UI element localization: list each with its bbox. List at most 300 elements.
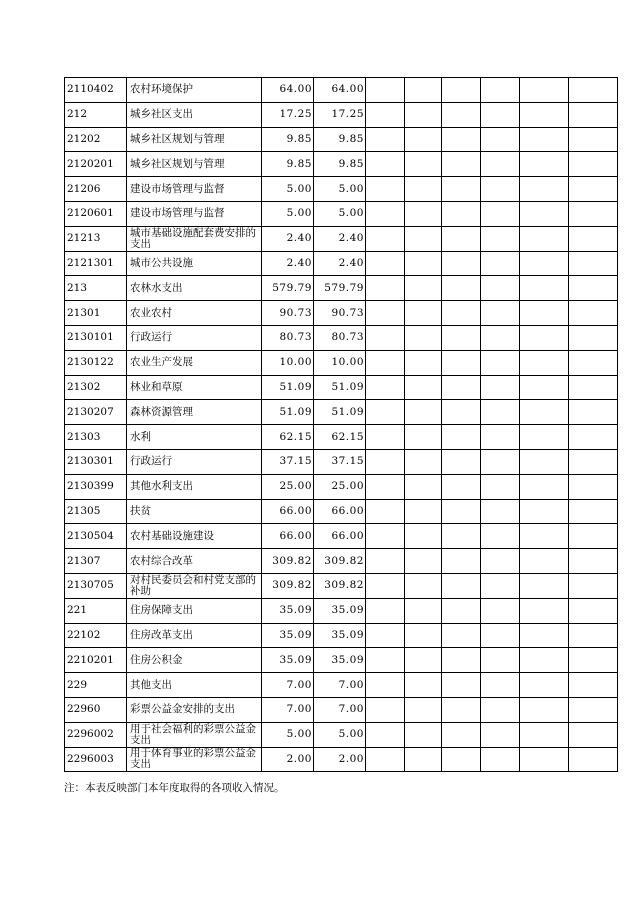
total-cell: 2.40 [262, 226, 314, 251]
table-body [65, 78, 618, 772]
empty-cell [405, 524, 442, 549]
empty-cell [569, 325, 618, 350]
subject-code-cell: 2121301 [65, 251, 127, 276]
subject-name-cell: 农村环境保护 [127, 78, 262, 103]
total-cell: 62.15 [262, 425, 314, 450]
amount-cell: 17.25 [314, 102, 366, 127]
empty-cell [366, 152, 405, 177]
empty-cell [481, 673, 520, 698]
empty-cell [520, 350, 569, 375]
empty-cell [405, 226, 442, 251]
empty-cell [366, 78, 405, 103]
empty-cell [442, 598, 481, 623]
empty-cell [569, 722, 618, 747]
total-cell: 80.73 [262, 325, 314, 350]
empty-cell [520, 301, 569, 326]
subject-code-cell: 2120201 [65, 152, 127, 177]
empty-cell [569, 474, 618, 499]
empty-cell [569, 152, 618, 177]
total-cell: 66.00 [262, 524, 314, 549]
subject-code-cell: 2130207 [65, 400, 127, 425]
subject-code-cell: 2130399 [65, 474, 127, 499]
amount-cell: 2.00 [314, 747, 366, 772]
total-cell: 309.82 [262, 573, 314, 598]
empty-cell [442, 673, 481, 698]
subject-code-cell: 21307 [65, 549, 127, 574]
empty-cell [442, 474, 481, 499]
subject-name-cell: 农业农村 [127, 301, 262, 326]
empty-cell [569, 697, 618, 722]
empty-cell [405, 251, 442, 276]
total-cell: 5.00 [262, 722, 314, 747]
empty-cell [405, 201, 442, 226]
empty-cell [520, 623, 569, 648]
income-table [64, 77, 618, 772]
empty-cell [481, 648, 520, 673]
amount-cell: 62.15 [314, 425, 366, 450]
total-cell: 579.79 [262, 276, 314, 301]
empty-cell [569, 301, 618, 326]
empty-cell [520, 400, 569, 425]
subject-code-cell: 2296003 [65, 747, 127, 772]
empty-cell [442, 499, 481, 524]
subject-name-cell: 农村基础设施建设 [127, 524, 262, 549]
empty-cell [405, 648, 442, 673]
empty-cell [520, 524, 569, 549]
table-row [65, 722, 618, 747]
empty-cell [481, 102, 520, 127]
empty-cell [366, 226, 405, 251]
empty-cell [442, 747, 481, 772]
subject-name-cell: 行政运行 [127, 449, 262, 474]
total-cell: 35.09 [262, 648, 314, 673]
subject-name-cell: 农业生产发展 [127, 350, 262, 375]
subject-name-cell: 彩票公益金安排的支出 [127, 697, 262, 722]
table-row [65, 301, 618, 326]
empty-cell [520, 474, 569, 499]
subject-code-cell: 22960 [65, 697, 127, 722]
empty-cell [405, 325, 442, 350]
subject-name-cell: 建设市场管理与监督 [127, 201, 262, 226]
subject-name-cell: 城乡社区规划与管理 [127, 127, 262, 152]
empty-cell [481, 549, 520, 574]
empty-cell [442, 350, 481, 375]
amount-cell: 35.09 [314, 623, 366, 648]
empty-cell [569, 623, 618, 648]
table-row [65, 697, 618, 722]
empty-cell [366, 747, 405, 772]
empty-cell [366, 573, 405, 598]
empty-cell [405, 499, 442, 524]
table-row [65, 499, 618, 524]
subject-code-cell: 21302 [65, 375, 127, 400]
subject-code-cell: 21213 [65, 226, 127, 251]
empty-cell [405, 301, 442, 326]
empty-cell [481, 623, 520, 648]
subject-name-cell: 其他支出 [127, 673, 262, 698]
subject-name-cell: 城市公共设施 [127, 251, 262, 276]
amount-cell: 66.00 [314, 524, 366, 549]
subject-name-cell: 水利 [127, 425, 262, 450]
total-cell: 7.00 [262, 673, 314, 698]
subject-name-cell: 城市基础设施配套费安排的支出 [127, 226, 262, 251]
empty-cell [520, 697, 569, 722]
total-cell: 9.85 [262, 127, 314, 152]
empty-cell [405, 598, 442, 623]
empty-cell [520, 499, 569, 524]
empty-cell [481, 177, 520, 202]
empty-cell [520, 648, 569, 673]
empty-cell [520, 425, 569, 450]
empty-cell [405, 747, 442, 772]
empty-cell [366, 598, 405, 623]
amount-cell: 309.82 [314, 549, 366, 574]
amount-cell: 10.00 [314, 350, 366, 375]
empty-cell [520, 201, 569, 226]
empty-cell [442, 78, 481, 103]
subject-name-cell: 建设市场管理与监督 [127, 177, 262, 202]
subject-name-cell: 城乡社区支出 [127, 102, 262, 127]
total-cell: 35.09 [262, 623, 314, 648]
amount-cell: 9.85 [314, 152, 366, 177]
empty-cell [366, 301, 405, 326]
empty-cell [442, 697, 481, 722]
empty-cell [520, 449, 569, 474]
empty-cell [405, 177, 442, 202]
empty-cell [481, 524, 520, 549]
empty-cell [366, 400, 405, 425]
empty-cell [569, 251, 618, 276]
empty-cell [569, 276, 618, 301]
empty-cell [569, 127, 618, 152]
empty-cell [366, 102, 405, 127]
subject-code-cell: 212 [65, 102, 127, 127]
total-cell: 9.85 [262, 152, 314, 177]
empty-cell [481, 747, 520, 772]
total-cell: 2.00 [262, 747, 314, 772]
table-row [65, 400, 618, 425]
empty-cell [442, 276, 481, 301]
empty-cell [442, 648, 481, 673]
empty-cell [520, 573, 569, 598]
subject-code-cell: 2130101 [65, 325, 127, 350]
empty-cell [366, 474, 405, 499]
empty-cell [481, 697, 520, 722]
empty-cell [481, 201, 520, 226]
subject-code-cell: 221 [65, 598, 127, 623]
subject-name-cell: 林业和草原 [127, 375, 262, 400]
empty-cell [442, 152, 481, 177]
table-row [65, 474, 618, 499]
empty-cell [569, 499, 618, 524]
table-row [65, 127, 618, 152]
empty-cell [481, 722, 520, 747]
table-row [65, 78, 618, 103]
subject-code-cell: 2130122 [65, 350, 127, 375]
subject-code-cell: 21206 [65, 177, 127, 202]
amount-cell: 5.00 [314, 722, 366, 747]
total-cell: 2.40 [262, 251, 314, 276]
empty-cell [366, 697, 405, 722]
empty-cell [442, 623, 481, 648]
subject-name-cell: 其他水利支出 [127, 474, 262, 499]
empty-cell [520, 673, 569, 698]
empty-cell [569, 673, 618, 698]
empty-cell [481, 449, 520, 474]
empty-cell [366, 722, 405, 747]
empty-cell [520, 251, 569, 276]
empty-cell [481, 301, 520, 326]
empty-cell [442, 226, 481, 251]
empty-cell [366, 623, 405, 648]
amount-cell: 5.00 [314, 201, 366, 226]
subject-name-cell: 用于社会福利的彩票公益金支出 [127, 722, 262, 747]
empty-cell [366, 648, 405, 673]
subject-name-cell: 行政运行 [127, 325, 262, 350]
table-row [65, 201, 618, 226]
empty-cell [366, 325, 405, 350]
empty-cell [481, 226, 520, 251]
amount-cell: 7.00 [314, 697, 366, 722]
subject-name-cell: 对村民委员会和村党支部的补助 [127, 573, 262, 598]
table-row [65, 375, 618, 400]
empty-cell [520, 276, 569, 301]
empty-cell [366, 251, 405, 276]
amount-cell: 2.40 [314, 226, 366, 251]
empty-cell [520, 549, 569, 574]
table-row [65, 325, 618, 350]
empty-cell [442, 127, 481, 152]
amount-cell: 35.09 [314, 648, 366, 673]
subject-code-cell: 213 [65, 276, 127, 301]
empty-cell [366, 499, 405, 524]
total-cell: 37.15 [262, 449, 314, 474]
amount-cell: 90.73 [314, 301, 366, 326]
empty-cell [520, 747, 569, 772]
empty-cell [481, 350, 520, 375]
empty-cell [442, 251, 481, 276]
total-cell: 35.09 [262, 598, 314, 623]
subject-name-cell: 农林水支出 [127, 276, 262, 301]
empty-cell [442, 102, 481, 127]
empty-cell [569, 375, 618, 400]
empty-cell [442, 325, 481, 350]
amount-cell: 579.79 [314, 276, 366, 301]
total-cell: 66.00 [262, 499, 314, 524]
total-cell: 25.00 [262, 474, 314, 499]
empty-cell [481, 152, 520, 177]
empty-cell [366, 549, 405, 574]
empty-cell [569, 648, 618, 673]
empty-cell [366, 673, 405, 698]
income-table-sheet [64, 77, 618, 772]
total-cell: 7.00 [262, 697, 314, 722]
empty-cell [442, 301, 481, 326]
subject-code-cell: 21305 [65, 499, 127, 524]
empty-cell [405, 549, 442, 574]
empty-cell [481, 251, 520, 276]
empty-cell [481, 573, 520, 598]
table-footnote: 注：本表反映部门本年度取得的各项收入情况。 [64, 782, 285, 794]
empty-cell [569, 78, 618, 103]
empty-cell [481, 276, 520, 301]
table-row [65, 226, 618, 251]
subject-name-cell: 扶贫 [127, 499, 262, 524]
empty-cell [520, 226, 569, 251]
empty-cell [569, 549, 618, 574]
empty-cell [481, 425, 520, 450]
total-cell: 64.00 [262, 78, 314, 103]
empty-cell [481, 474, 520, 499]
empty-cell [520, 598, 569, 623]
empty-cell [569, 449, 618, 474]
subject-code-cell: 2296002 [65, 722, 127, 747]
empty-cell [569, 350, 618, 375]
subject-code-cell: 2120601 [65, 201, 127, 226]
subject-name-cell: 住房公积金 [127, 648, 262, 673]
empty-cell [366, 425, 405, 450]
empty-cell [569, 177, 618, 202]
total-cell: 51.09 [262, 375, 314, 400]
empty-cell [569, 524, 618, 549]
total-cell: 17.25 [262, 102, 314, 127]
amount-cell: 80.73 [314, 325, 366, 350]
empty-cell [405, 350, 442, 375]
table-row [65, 623, 618, 648]
table-row [65, 573, 618, 598]
empty-cell [442, 400, 481, 425]
total-cell: 5.00 [262, 201, 314, 226]
subject-code-cell: 2130705 [65, 573, 127, 598]
empty-cell [569, 598, 618, 623]
empty-cell [366, 201, 405, 226]
empty-cell [405, 425, 442, 450]
total-cell: 309.82 [262, 549, 314, 574]
empty-cell [569, 573, 618, 598]
amount-cell: 7.00 [314, 673, 366, 698]
amount-cell: 64.00 [314, 78, 366, 103]
subject-code-cell: 22102 [65, 623, 127, 648]
empty-cell [442, 375, 481, 400]
empty-cell [520, 177, 569, 202]
amount-cell: 37.15 [314, 449, 366, 474]
empty-cell [366, 375, 405, 400]
total-cell: 90.73 [262, 301, 314, 326]
subject-code-cell: 2130504 [65, 524, 127, 549]
empty-cell [442, 425, 481, 450]
empty-cell [481, 375, 520, 400]
empty-cell [405, 722, 442, 747]
table-row [65, 449, 618, 474]
table-row [65, 598, 618, 623]
subject-code-cell: 229 [65, 673, 127, 698]
amount-cell: 9.85 [314, 127, 366, 152]
empty-cell [366, 127, 405, 152]
empty-cell [366, 449, 405, 474]
empty-cell [405, 152, 442, 177]
total-cell: 10.00 [262, 350, 314, 375]
empty-cell [520, 102, 569, 127]
empty-cell [366, 177, 405, 202]
empty-cell [405, 276, 442, 301]
empty-cell [569, 226, 618, 251]
empty-cell [366, 350, 405, 375]
empty-cell [520, 325, 569, 350]
amount-cell: 309.82 [314, 573, 366, 598]
empty-cell [442, 177, 481, 202]
empty-cell [405, 573, 442, 598]
empty-cell [520, 127, 569, 152]
subject-name-cell: 住房保障支出 [127, 598, 262, 623]
empty-cell [442, 573, 481, 598]
empty-cell [405, 375, 442, 400]
empty-cell [481, 127, 520, 152]
subject-code-cell: 21301 [65, 301, 127, 326]
empty-cell [520, 152, 569, 177]
empty-cell [366, 276, 405, 301]
empty-cell [405, 697, 442, 722]
subject-name-cell: 住房改革支出 [127, 623, 262, 648]
empty-cell [442, 201, 481, 226]
empty-cell [405, 673, 442, 698]
table-row [65, 673, 618, 698]
table-row [65, 177, 618, 202]
subject-code-cell: 2130301 [65, 449, 127, 474]
empty-cell [569, 747, 618, 772]
table-row [65, 251, 618, 276]
empty-cell [366, 524, 405, 549]
empty-cell [569, 201, 618, 226]
empty-cell [405, 78, 442, 103]
empty-cell [405, 474, 442, 499]
empty-cell [481, 78, 520, 103]
amount-cell: 35.09 [314, 598, 366, 623]
subject-code-cell: 2210201 [65, 648, 127, 673]
empty-cell [569, 400, 618, 425]
amount-cell: 25.00 [314, 474, 366, 499]
subject-code-cell: 21202 [65, 127, 127, 152]
empty-cell [405, 127, 442, 152]
empty-cell [520, 78, 569, 103]
table-row [65, 549, 618, 574]
empty-cell [405, 449, 442, 474]
empty-cell [481, 325, 520, 350]
empty-cell [442, 549, 481, 574]
amount-cell: 51.09 [314, 375, 366, 400]
subject-code-cell: 21303 [65, 425, 127, 450]
subject-name-cell: 森林资源管理 [127, 400, 262, 425]
empty-cell [405, 102, 442, 127]
empty-cell [569, 102, 618, 127]
total-cell: 5.00 [262, 177, 314, 202]
amount-cell: 66.00 [314, 499, 366, 524]
table-row [65, 350, 618, 375]
table-row [65, 425, 618, 450]
empty-cell [520, 722, 569, 747]
empty-cell [405, 623, 442, 648]
empty-cell [442, 524, 481, 549]
empty-cell [569, 425, 618, 450]
empty-cell [442, 722, 481, 747]
amount-cell: 51.09 [314, 400, 366, 425]
amount-cell: 5.00 [314, 177, 366, 202]
empty-cell [481, 598, 520, 623]
empty-cell [405, 400, 442, 425]
table-row [65, 102, 618, 127]
subject-name-cell: 城乡社区规划与管理 [127, 152, 262, 177]
empty-cell [481, 499, 520, 524]
amount-cell: 2.40 [314, 251, 366, 276]
